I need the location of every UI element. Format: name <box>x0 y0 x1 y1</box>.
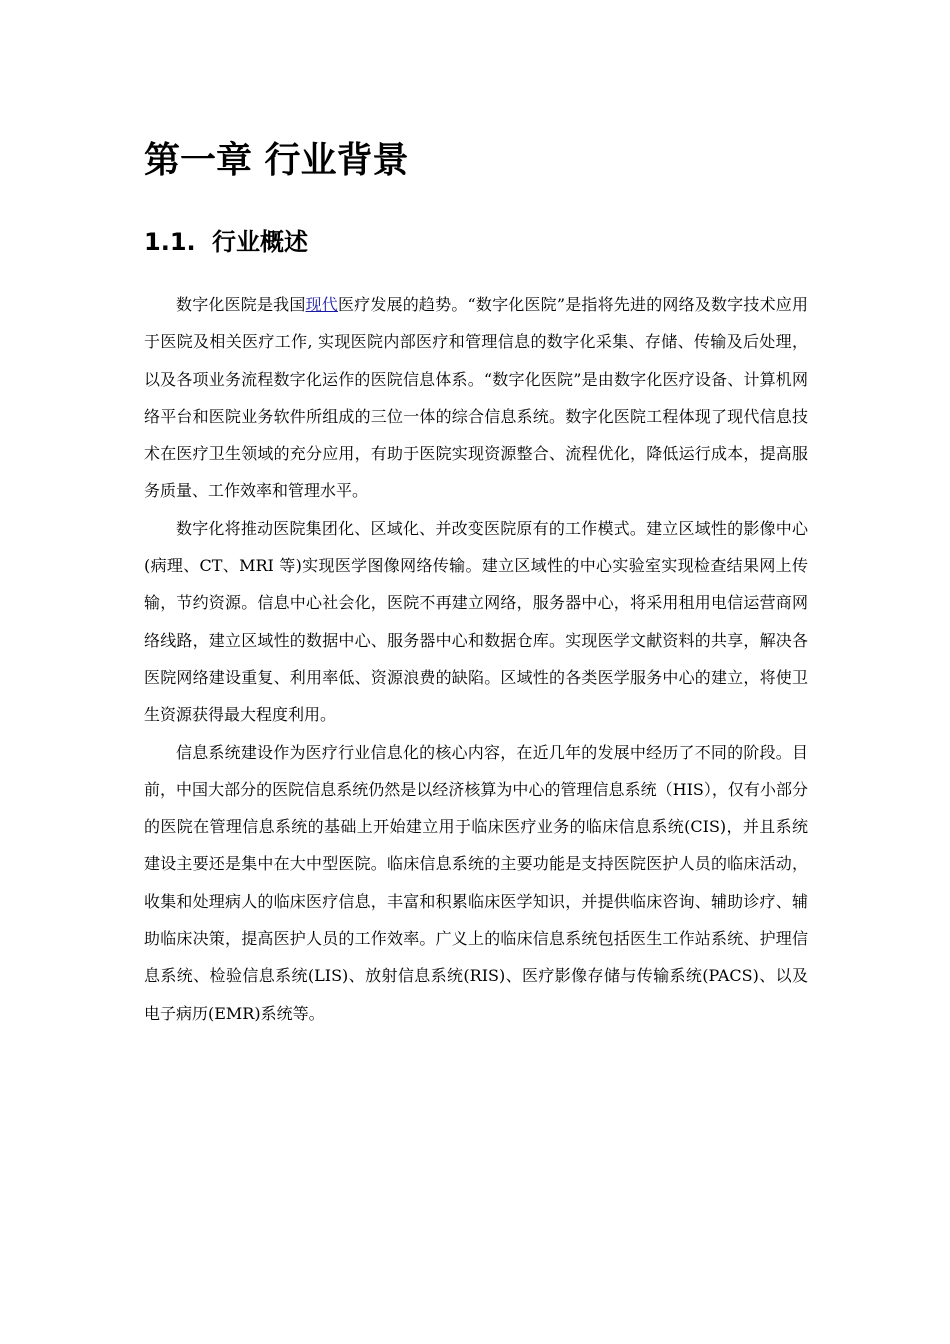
section-heading <box>144 224 308 260</box>
section-number: 1.1. <box>144 228 196 256</box>
paragraph-text: 医疗发展的趋势。“数字化医院”是指将先进的网络及数字技术应用于医院及相关医疗工作, 实现医院内部医疗和管理信息的数字化采集、存储、传输及后处理，以及各项业务流程数字化运作的医院信息体系。“数字化医院”是由数字化医疗设备、计算机网络平台和医院业务软件所组成的三位一体的综合信息系统。数字化医院工程体现了现代信息技术在医疗卫生领域的充分应用，有助于医院实现资源整合、流程优化，降低运行成本，提高服务质量、工作效率和管理水平。 <box>144 295 808 501</box>
chapter-title: 第一章 行业背景 <box>144 140 409 181</box>
link-modern[interactable]: 现代 <box>305 295 338 314</box>
paragraph-digital-hospital <box>144 286 808 510</box>
section-title: 行业概述 <box>212 228 308 256</box>
paragraph-text: 数字化医院是我国 <box>176 295 306 314</box>
body-text <box>144 286 808 1032</box>
paragraph-information-systems: 信息系统建设作为医疗行业信息化的核心内容，在近几年的发展中经历了不同的阶段。目前，中国大部分的医院信息系统仍然是以经济核算为中心的管理信息系统（HIS），仅有小部分的医院在管理信息系统的基础上开始建立用于临床医疗业务的临床信息系统(CIS)，并且系统建设主要还是集中在大中型医院。临床信息系统的主要功能是支持医院医护人员的临床活动，收集和处理病人的临床医疗信息，丰富和积累临床医学知识，并提供临床咨询、辅助诊疗、辅助临床决策，提高医护人员的工作效率。广义上的临床信息系统包括医生工作站系统、护理信息系统、检验信息系统(LIS)、放射信息系统(RIS)、医疗影像存储与传输系统(PACS)、以及电子病历(EMR)系统等。 <box>144 742 808 1023</box>
paragraph-regionalization: 数字化将推动医院集团化、区域化、并改变医院原有的工作模式。建立区域性的影像中心(病理、CT、MRI 等)实现医学图像网络传输。建立区域性的中心实验室实现检查结果网上传输，节约资源。信息中心社会化，医院不再建立网络，服务器中心，将采用租用电信运营商网络线路，建立区域性的数据中心、服务器中心和数据仓库。实现医学文献资料的共享，解决各医院网络建设重复、利用率低、资源浪费的缺陷。区域性的各类医学服务中心的建立，将使卫生资源获得最大程度利用。 <box>144 518 808 725</box>
